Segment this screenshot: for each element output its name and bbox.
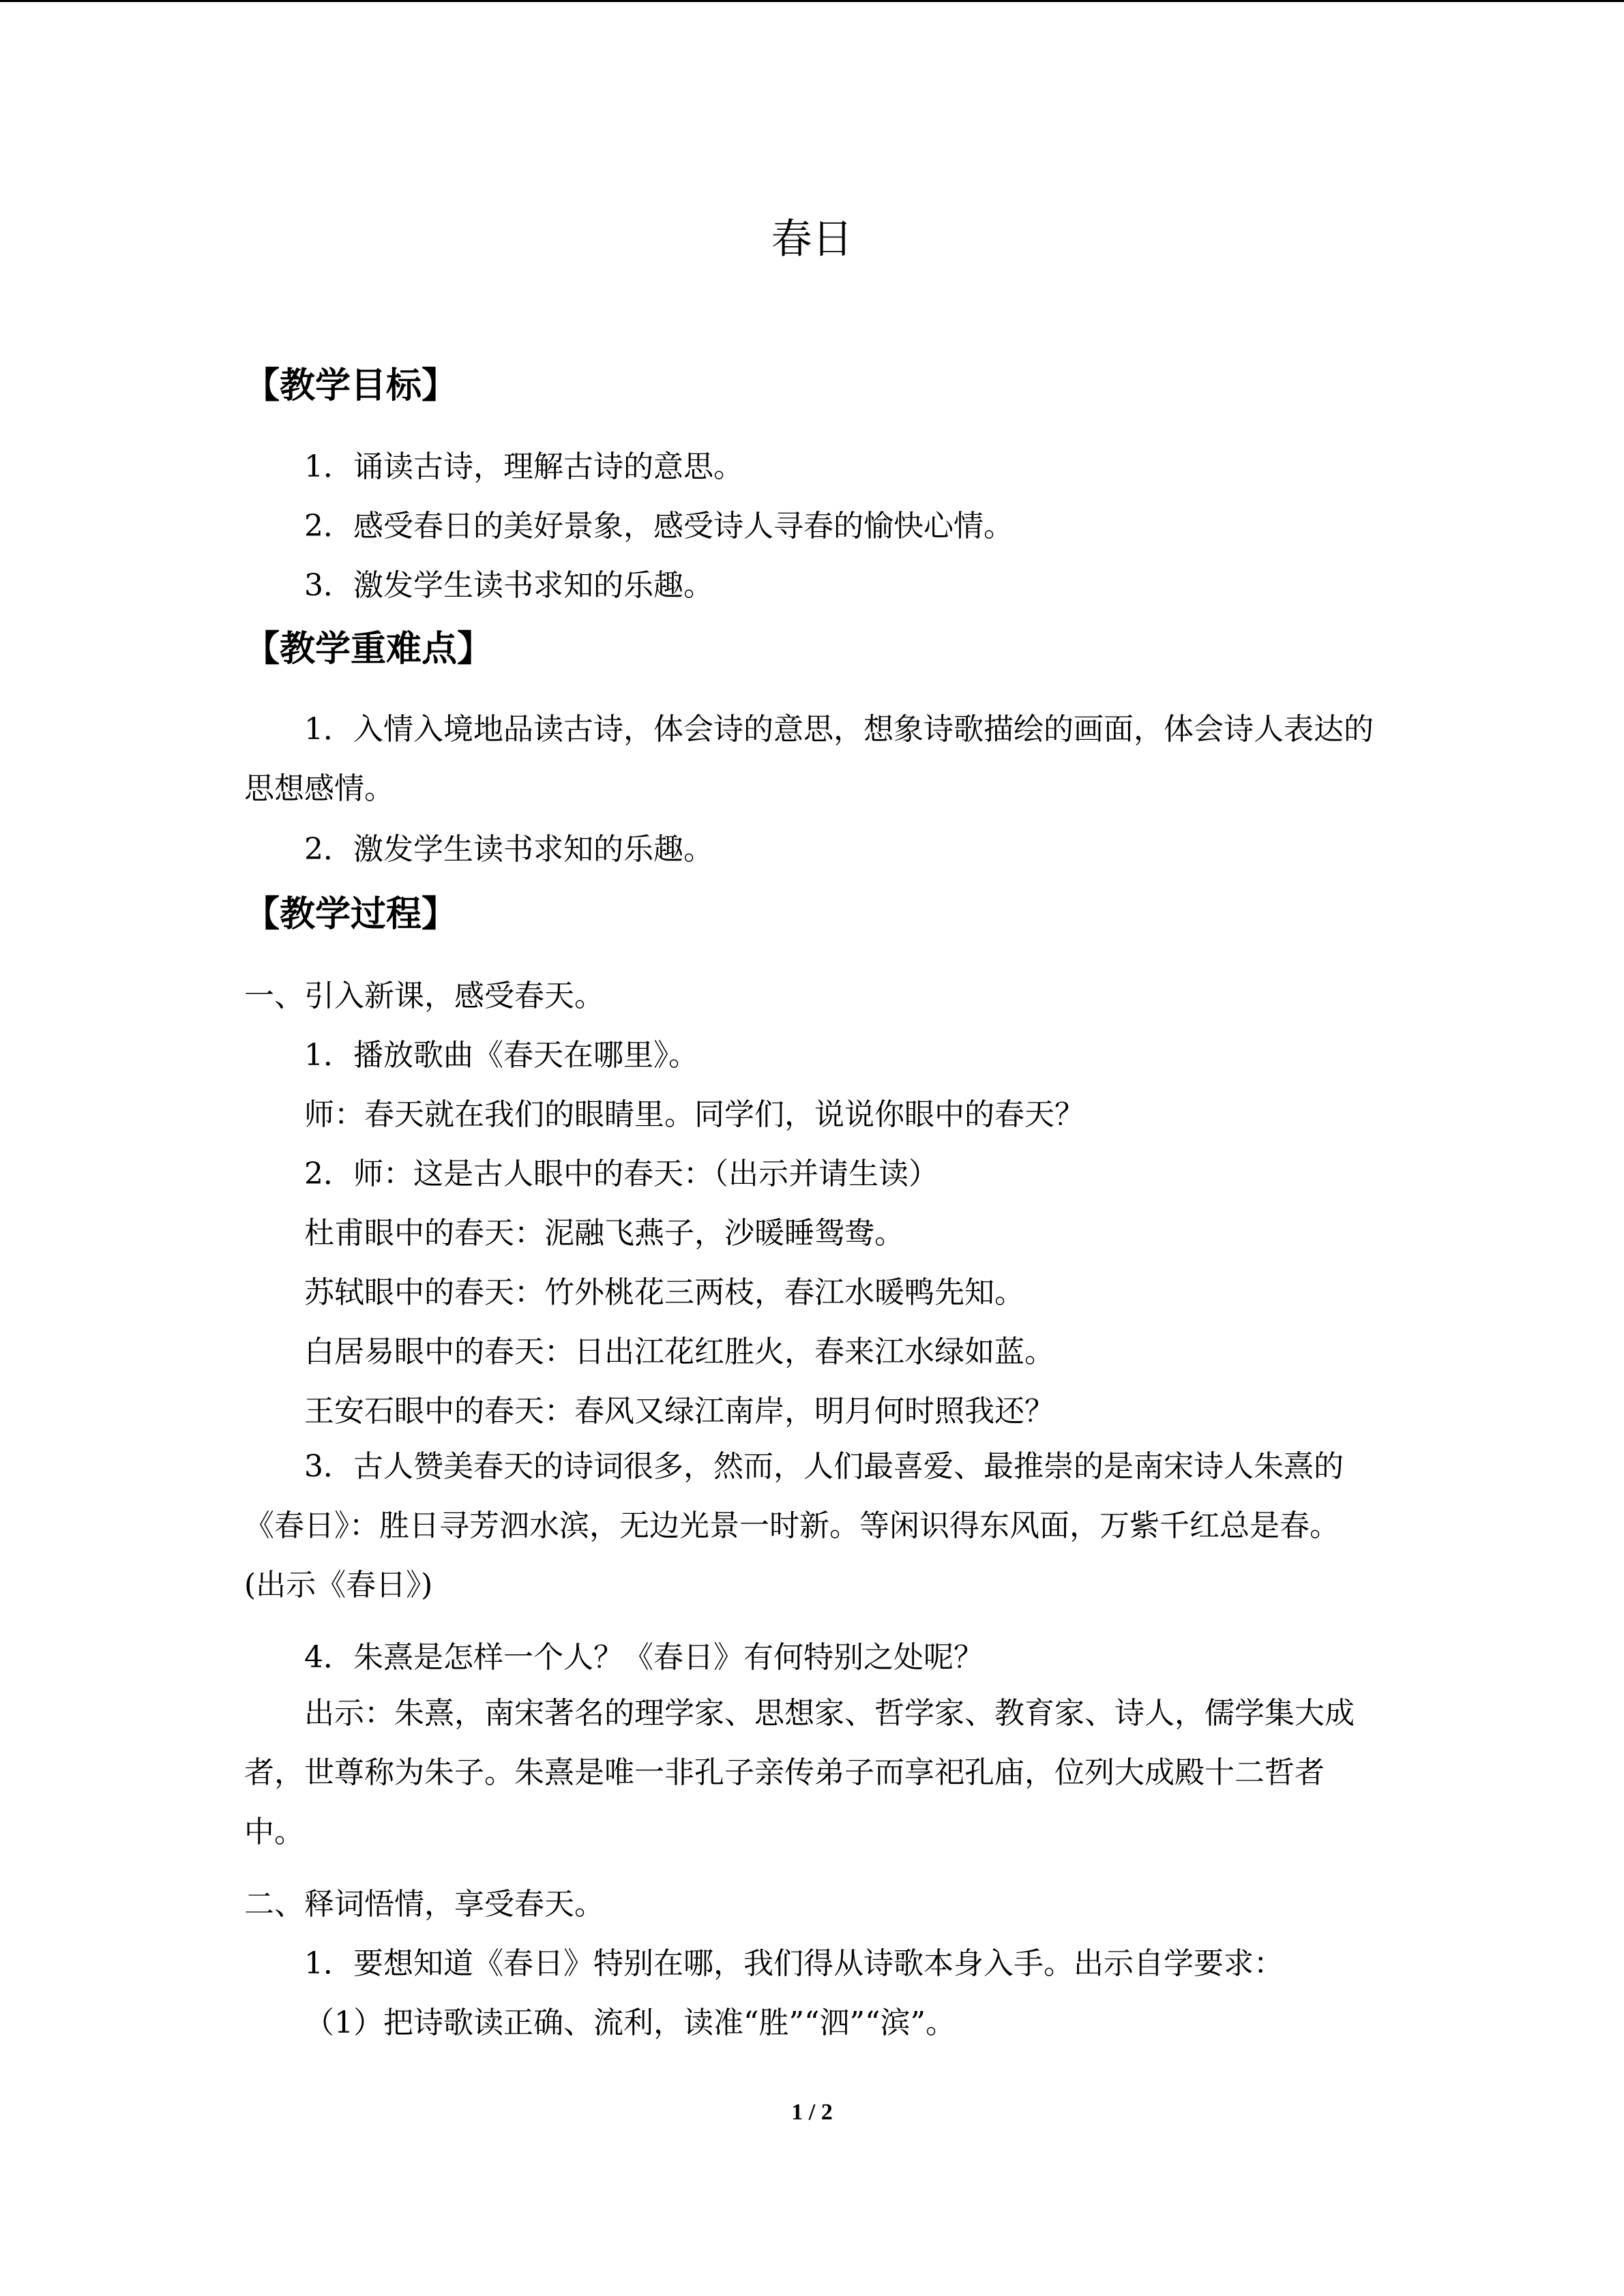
process-part2-sub-1: （1）把诗歌读正确、流利，读准“胜”“泗”“滨”。 (304, 2006, 956, 2040)
page-title: 春日 (771, 215, 853, 263)
process-part1-line-4: 杜甫眼中的春天：泥融飞燕子，沙暖睡鸳鸯。 (304, 1216, 904, 1251)
key-point-item-2: 2．激发学生读书求知的乐趣。 (304, 832, 713, 867)
goal-item-1: 1．诵读古诗，理解古诗的意思。 (304, 449, 743, 484)
process-part1-line-5: 苏轼眼中的春天：竹外桃花三两枝，春江水暖鸭先知。 (304, 1275, 1024, 1310)
page-top-border (0, 0, 1624, 2)
goal-item-3: 3．激发学生读书求知的乐趣。 (304, 568, 713, 603)
heading-teaching-process: 【教学过程】 (244, 893, 458, 935)
heading-teaching-goals: 【教学目标】 (244, 365, 458, 406)
process-part1-line-1: 1．播放歌曲《春天在哪里》。 (304, 1038, 698, 1073)
process-part2-title: 二、释词悟情，享受春天。 (244, 1887, 604, 1922)
process-part1-line-2: 师：春天就在我们的眼睛里。同学们，说说你眼中的春天？ (304, 1097, 1084, 1132)
process-part1-line-7: 王安石眼中的春天：春风又绿江南岸，明月何时照我还？ (304, 1394, 1054, 1429)
process-paragraph-4: 4．朱熹是怎样一个人？《春日》有何特别之处呢？ (304, 1640, 984, 1675)
page-number: 1 / 2 (791, 2100, 833, 2125)
key-point-item-1: 1．入情入境地品读古诗，体会诗的意思，想象诗歌描绘的画面，体会诗人表达的思想感情。 (244, 712, 1374, 806)
goal-item-2: 2．感受春日的美好景象，感受诗人寻春的愉快心情。 (304, 509, 1014, 543)
process-part1-line-3: 2．师：这是古人眼中的春天：（出示并请生读） (304, 1157, 939, 1191)
process-part1-title: 一、引入新课，感受春天。 (244, 979, 604, 1013)
process-show-paragraph: 出示：朱熹，南宋著名的理学家、思想家、哲学家、教育家、诗人，儒学集大成者，世尊称为朱子。朱熹是唯一非孔子亲传弟子而享祀孔庙，位列大成殿十二哲者中。 (244, 1696, 1355, 1849)
heading-key-points: 【教学重难点】 (244, 628, 493, 670)
process-paragraph-3: 3．古人赞美春天的诗词很多，然而，人们最喜爱、最推崇的是南宋诗人朱熹的《春日》：胜日寻芳泗水滨，无边光景一时新。等闲识得东风面，万紫千红总是春。(出示《春日》) (244, 1449, 1344, 1602)
process-part2-item-1: 1．要想知道《春日》特别在哪，我们得从诗歌本身入手。出示自学要求： (304, 1946, 1284, 1981)
process-part1-line-6: 白居易眼中的春天：日出江花红胜火，春来江水绿如蓝。 (304, 1335, 1054, 1369)
